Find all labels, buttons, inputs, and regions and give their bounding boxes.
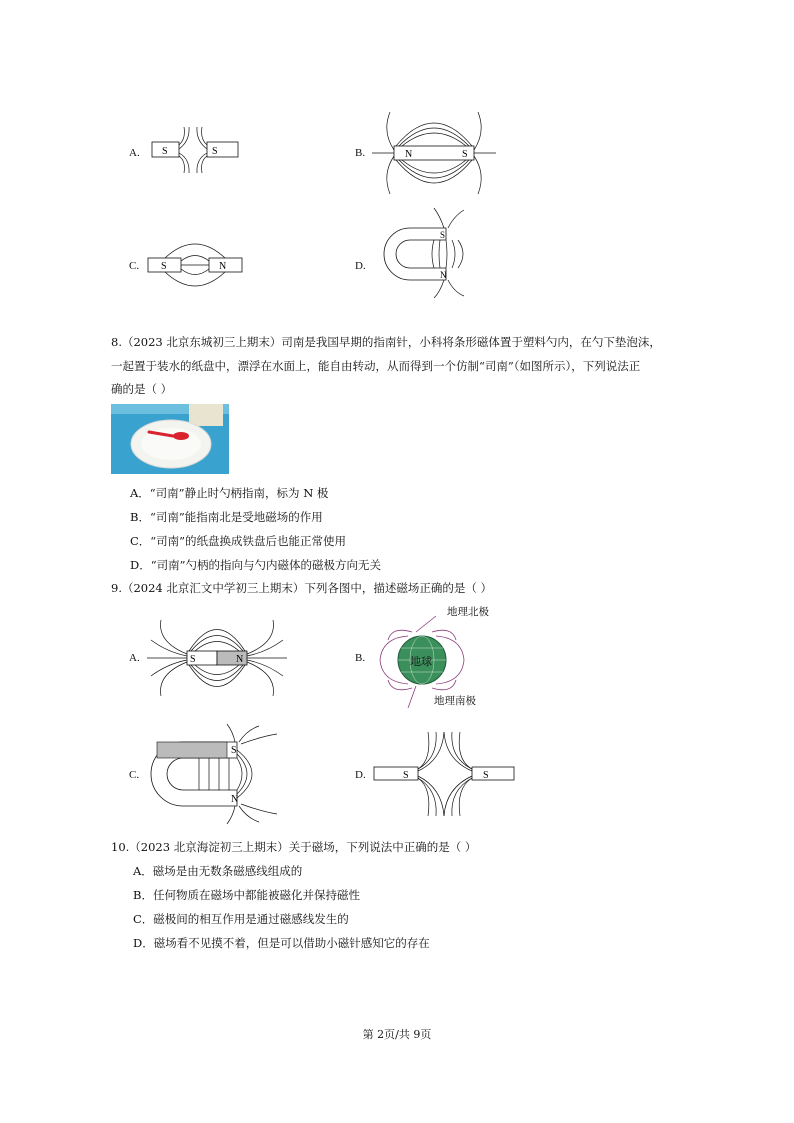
q8-stem-line2: 一起置于装水的纸盘中，漂浮在水面上，能自由转动，从而得到一个仿制“司南”（如图所示），下列说法正 [111, 359, 641, 373]
q9-option-d-label: D. [355, 769, 366, 781]
q7-option-c-label: C. [129, 260, 140, 272]
q9-figure-a [147, 612, 287, 704]
q7a-left-pole: S [162, 146, 168, 157]
q8-option-a: A．“司南”静止时勺柄指南，标为 N 极 [130, 486, 329, 500]
q7d-top-pole: S [440, 230, 446, 240]
q9b-earth-label: 地球 [410, 656, 432, 668]
q9-figure-b-earth [378, 616, 466, 708]
q7-figure-b [372, 112, 497, 194]
q8-option-d: D．“司南”勺柄的指向与勺内磁体的磁极方向无关 [130, 558, 381, 572]
q9-figure-c [147, 724, 287, 824]
q10-stem: 10.（2023 北京海淀初三上期末）关于磁场，下列说法中正确的是（ ） [111, 840, 477, 854]
q8-stem-line1: 8.（2023 北京东城初三上期末）司南是我国早期的指南针，小科将条形磁体置于塑料勺内，在勺下垫泡沫， [111, 335, 661, 349]
q10-option-a: A．磁场是由无数条磁感线组成的 [133, 864, 303, 878]
q9a-right-pole: N [236, 654, 244, 665]
page-footer: 第 2页/共 9页 [362, 1028, 432, 1041]
q10-option-b: B．任何物质在磁场中都能被磁化并保持磁性 [133, 888, 360, 902]
q9-option-b-label: B. [355, 652, 366, 664]
q7-figure-d [374, 208, 474, 298]
q7-option-d-label: D. [355, 260, 366, 272]
q7a-right-pole: S [212, 146, 218, 157]
q7c-right-pole: N [219, 261, 227, 272]
q9-figure-d [372, 732, 516, 816]
q9b-north-label: 地理北极 [447, 606, 489, 618]
q7-option-b-label: B. [355, 147, 366, 159]
q10-option-c: C．磁极间的相互作用是通过磁感线发生的 [133, 912, 349, 926]
q7-figure-c [145, 230, 245, 300]
q9-stem: 9.（2024 北京汇文中学初三上期末）下列各图中，描述磁场正确的是（ ） [111, 581, 493, 595]
q8-option-c: C．“司南”的纸盘换成铁盘后也能正常使用 [130, 534, 347, 548]
q9c-bottom-pole: N [231, 794, 239, 805]
q7-option-a-label: A. [129, 147, 140, 159]
q10-option-d: D．磁场看不见摸不着，但是可以借助小磁针感知它的存在 [133, 936, 430, 950]
q7b-right-pole: S [462, 149, 468, 160]
q7-figure-a [150, 125, 240, 175]
q7d-bottom-pole: N [440, 270, 447, 280]
q7c-left-pole: S [161, 261, 167, 272]
q9d-left-pole: S [403, 770, 409, 781]
q9-option-c-label: C. [129, 769, 140, 781]
q9c-top-pole: S [231, 745, 237, 756]
q9b-south-label: 地理南极 [434, 695, 476, 707]
q9-option-a-label: A. [129, 652, 140, 664]
q9d-right-pole: S [483, 770, 489, 781]
q8-stem-line3: 确的是（ ） [111, 382, 173, 396]
q7b-left-pole: N [405, 149, 413, 160]
q8-photo-sinan [111, 404, 229, 474]
q9a-left-pole: S [190, 654, 196, 665]
q8-option-b: B．“司南”能指南北是受地磁场的作用 [130, 510, 323, 524]
